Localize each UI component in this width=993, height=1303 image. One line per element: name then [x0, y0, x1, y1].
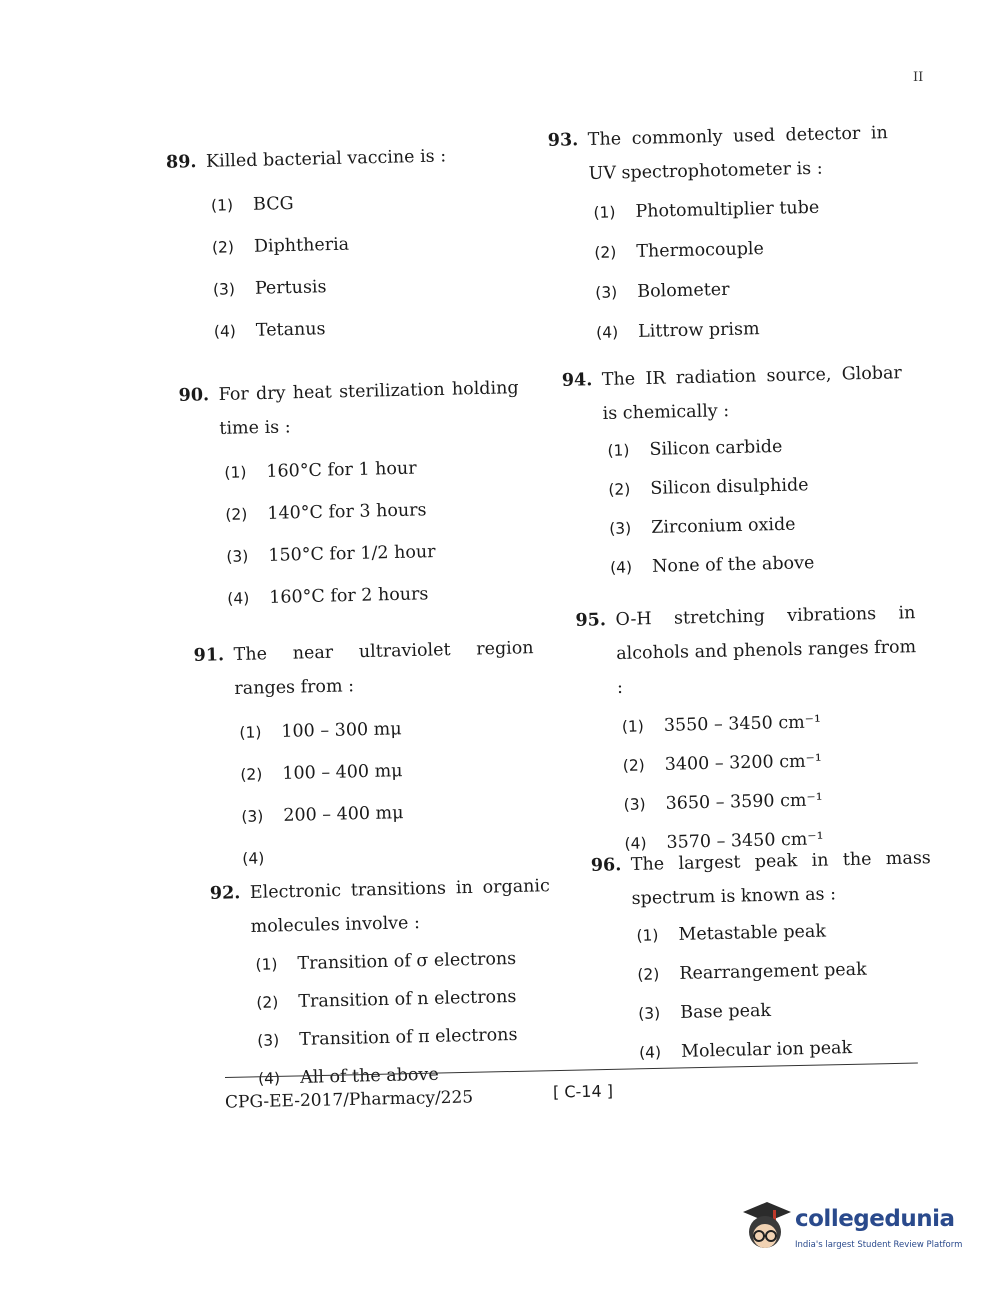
option-text: Bolometer	[637, 279, 730, 302]
option-number: (1)	[239, 723, 262, 742]
option	[610, 541, 907, 587]
option	[226, 529, 523, 578]
exam-code: CPG-EE-2017/Pharmacy/225	[224, 1087, 474, 1113]
option-number: (4)	[213, 322, 237, 341]
graduate-mascot-icon	[735, 1196, 793, 1254]
option-number: (4)	[242, 849, 265, 868]
option-number: (3)	[212, 280, 236, 299]
question-text: The commonly used detector in UV spectrophotometer is :	[587, 123, 888, 184]
option-number: (4)	[257, 1069, 281, 1088]
question-text: Electronic transitions in organic molecules involve :	[249, 876, 551, 937]
question-92	[210, 869, 555, 1099]
option-number: (1)	[210, 196, 234, 215]
option-text: None of the above	[651, 552, 815, 577]
options-list	[180, 445, 524, 621]
option-number: (2)	[637, 964, 660, 984]
option	[636, 909, 933, 955]
option-text: 3550 – 3450 cm⁻¹	[663, 711, 822, 736]
option	[225, 487, 522, 536]
question-96	[591, 841, 936, 1073]
option-number: (4)	[624, 833, 647, 853]
option-number: (1)	[593, 203, 616, 222]
option	[637, 948, 934, 994]
option-number: (2)	[225, 505, 248, 524]
option-text: Thermocouple	[636, 239, 765, 262]
option-text: 3650 – 3590 cm⁻¹	[665, 789, 824, 814]
option	[224, 445, 521, 494]
question-number: 90.	[178, 385, 210, 406]
option-text: Metastable peak	[678, 921, 827, 945]
option-text: 160°C for 1 hour	[266, 458, 417, 482]
question-90	[178, 371, 523, 621]
option-text: Silicon carbide	[649, 436, 783, 460]
option-text: All of the above	[299, 1064, 439, 1088]
option	[593, 186, 890, 233]
option-text: Littrow prism	[637, 319, 760, 342]
option-number: (3)	[226, 547, 249, 566]
option-number: (4)	[595, 323, 619, 342]
option	[212, 262, 499, 310]
option-number: (3)	[609, 518, 632, 538]
question-89	[166, 138, 501, 353]
option-number: (3)	[257, 1031, 280, 1050]
option-number: (3)	[638, 1003, 661, 1023]
option-number: (3)	[241, 807, 264, 826]
option-text: Pertusis	[254, 277, 327, 299]
question-text: The near ultraviolet region ranges from :	[233, 638, 534, 699]
option	[621, 700, 918, 746]
option-number: (1)	[224, 463, 247, 482]
options-list	[549, 186, 893, 354]
options-list	[167, 178, 501, 353]
option-number: (2)	[594, 243, 617, 262]
question-number: 93.	[547, 130, 579, 151]
option	[638, 987, 935, 1033]
collegedunia-logo	[735, 1196, 965, 1256]
option-text: Diphtheria	[253, 234, 350, 257]
option-text: Zirconium oxide	[651, 514, 796, 538]
option	[608, 463, 905, 509]
option	[241, 789, 538, 838]
option-number: (1)	[621, 716, 645, 736]
option-number: (4)	[638, 1042, 662, 1062]
option-text: Transition of n electrons	[298, 986, 517, 1012]
option-text: BCG	[252, 193, 294, 215]
question-number: 96.	[590, 855, 622, 876]
option	[239, 705, 536, 754]
option-text: 140°C for 3 hours	[267, 500, 427, 524]
options-list	[195, 705, 539, 881]
option	[595, 266, 892, 313]
option	[609, 502, 906, 548]
option	[213, 304, 500, 352]
option-text: Transition of σ electrons	[297, 948, 517, 974]
question-93	[547, 116, 892, 354]
question-number: 95.	[575, 610, 607, 631]
option	[240, 747, 537, 796]
logo-tagline: India's largest Student Review Platform	[795, 1240, 963, 1250]
question-number: 91.	[193, 645, 225, 666]
question-number: 92.	[209, 883, 241, 904]
option-number: (2)	[256, 993, 279, 1012]
option-text: Tetanus	[255, 319, 326, 341]
option	[227, 571, 524, 620]
option-text: 160°C for 2 hours	[269, 584, 429, 608]
option-number: (1)	[636, 925, 659, 945]
option-text: Base peak	[680, 1000, 772, 1023]
option-text: 3570 – 3450 cm⁻¹	[666, 828, 824, 853]
question-number: 89.	[165, 152, 197, 173]
option-number: (2)	[240, 765, 263, 784]
option	[594, 226, 891, 273]
options-list	[563, 424, 906, 588]
option	[211, 178, 498, 226]
option	[596, 306, 893, 353]
option-number: (2)	[622, 755, 645, 775]
page-mark: II	[913, 70, 924, 85]
options-list	[592, 909, 935, 1073]
option-text	[284, 852, 538, 858]
option-text: Transition of π electrons	[299, 1024, 518, 1050]
option-text: 200 – 400 mμ	[283, 803, 404, 826]
question-text: For dry heat sterilization holding time is :	[218, 378, 519, 439]
question-text: The largest peak in the mass spectrum is known as :	[630, 848, 932, 909]
option-text: Silicon disulphide	[650, 474, 809, 499]
question-text: Killed bacterial vaccine is :	[205, 146, 447, 172]
option	[622, 739, 919, 785]
option-text: 100 – 400 mμ	[282, 761, 403, 784]
logo-name: collegedunia	[795, 1206, 955, 1232]
option-number: (4)	[609, 557, 633, 577]
option	[607, 424, 904, 470]
question-91	[193, 631, 538, 881]
option	[212, 220, 499, 268]
question-95	[575, 596, 921, 864]
question-text: O-H stretching vibrations in alcohols and phenols ranges from :	[615, 603, 917, 698]
option	[623, 778, 920, 824]
option-number: (3)	[595, 283, 618, 302]
question-94	[562, 356, 907, 588]
option-text: 150°C for 1/2 hour	[268, 542, 436, 566]
option-text: 100 – 300 mμ	[281, 719, 402, 742]
option-text: Rearrangement peak	[679, 959, 867, 984]
options-list	[211, 939, 554, 1099]
option-text: Molecular ion peak	[680, 1037, 853, 1062]
option-number: (2)	[211, 238, 235, 257]
question-number: 94.	[561, 370, 593, 391]
option-text: 3400 – 3200 cm⁻¹	[664, 750, 823, 775]
option-number: (1)	[255, 955, 278, 974]
page-number: [ C-14 ]	[552, 1081, 614, 1102]
option-number: (4)	[227, 589, 250, 608]
option-text: Photomultiplier tube	[635, 197, 820, 222]
option-number: (3)	[623, 794, 646, 814]
option-number: (2)	[608, 479, 631, 499]
question-text: The IR radiation source, Globar is chemically :	[601, 363, 903, 424]
options-list	[577, 700, 920, 864]
option-number: (1)	[607, 440, 630, 460]
